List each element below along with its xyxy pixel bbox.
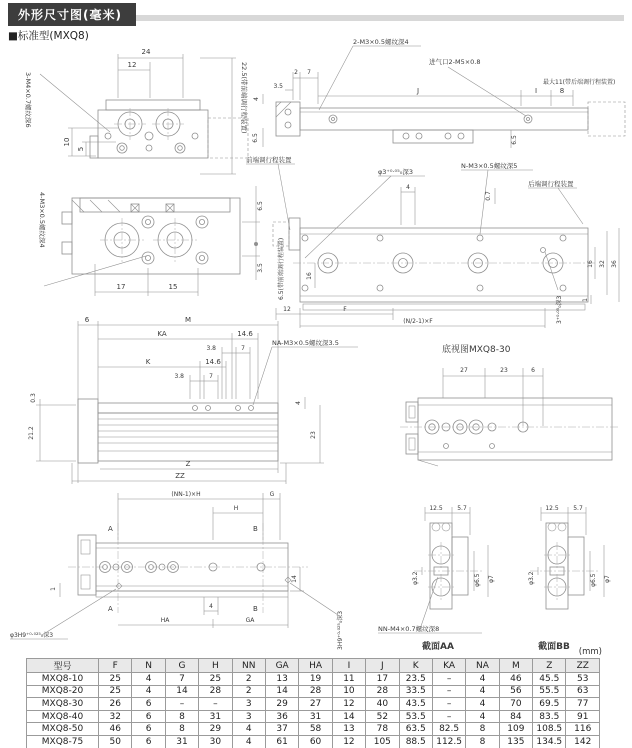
thread-note: NN-M4×0.7螺纹深8 [378,625,440,633]
dim-label: HA [160,617,170,624]
column-header: H [199,659,232,673]
dim-label: 23 [500,367,508,374]
value-cell: 27 [299,698,332,711]
value-cell: 4 [132,685,165,698]
dim-label: 5.7 [457,505,467,512]
value-cell: 70 [499,698,532,711]
column-header: J [366,659,399,673]
column-header: F [99,659,132,673]
dim-label: 6 [84,316,90,324]
section-bb [528,505,611,652]
model-cell: MXQ8-40 [27,710,99,723]
value-cell: 60 [299,735,332,748]
value-cell: 4 [466,673,499,686]
dim-label: 36 [611,260,618,268]
page-subtitle: ■标准型(MXQ8) [8,30,89,42]
dim-label: 16 [587,260,594,268]
dim-label: 1 [50,587,57,591]
section-mark: A [108,605,113,613]
value-cell: 12 [332,735,365,748]
height-note: 22.5(带前端调行程装置) [240,62,248,134]
dim-label: 3.5 [257,263,264,273]
dim-label: 3.8 [174,373,184,380]
value-cell: 52 [366,710,399,723]
table-row [27,710,600,723]
sections-drawing [350,493,632,653]
value-cell: 11 [332,673,365,686]
dim-label: J [416,87,420,95]
dim-label: φ3.2 [412,571,419,585]
value-cell: 14 [165,685,198,698]
value-cell: 58 [299,723,332,736]
value-cell: 83.5 [533,710,566,723]
dim-label: 15 [168,283,178,291]
column-header: Z [533,659,566,673]
column-header: NA [466,659,499,673]
value-cell: 109 [499,723,532,736]
value-cell: – [199,698,232,711]
dim-label: 4 [253,97,260,101]
value-cell: – [432,673,465,686]
section-mark: B [253,605,258,613]
section-mark: B [253,525,258,533]
plan-height-note: 6.5(带前端调行程装置) [278,237,285,300]
value-cell: 28 [199,685,232,698]
value-cell: – [432,698,465,711]
max-stroke-note: 最大11(带后端调行程装置) [543,79,616,86]
dim-label: 4 [406,184,410,191]
value-cell: 4 [466,698,499,711]
value-cell: 12 [332,698,365,711]
value-cell: 88.5 [399,735,432,748]
dim-label: 3.5 [273,83,283,90]
dim-label: 5 [77,146,85,152]
value-cell: 30 [199,735,232,748]
dim-label: 7 [241,345,245,352]
pin-hole-note: φ3⁺⁰·⁰⁵₀深3 [378,168,413,176]
value-cell: 6 [132,698,165,711]
value-cell: 50 [99,735,132,748]
air-port-note: 进气口2-M5×0.8 [429,58,481,66]
elevation-view-drawing [10,313,365,487]
value-cell: 3 [232,710,265,723]
column-header: K [399,659,432,673]
dim-label: 6.5 [511,135,518,145]
dim-label: (NN-1)×H [171,491,201,498]
dim-label: 3.8 [206,345,216,352]
table-row [27,723,600,736]
value-cell: 53 [566,673,600,686]
dim-label: F [343,306,347,313]
column-header: HA [299,659,332,673]
value-cell: 25 [199,673,232,686]
value-cell: 116 [566,723,600,736]
value-cell: 25 [99,685,132,698]
value-cell: 2 [232,685,265,698]
thread-note: N-M3×0.5螺纹深5 [461,162,518,170]
dim-label: 6.5 [257,201,264,211]
column-header: ZZ [566,659,600,673]
dim-label: 12 [283,306,291,313]
thread-note: 2-M3×0.5螺纹深4 [353,38,409,46]
front-adjuster-note: 前端调行程装置 [246,156,292,164]
value-cell: 6 [132,723,165,736]
value-cell: – [432,710,465,723]
dim-label: 17 [116,283,126,291]
value-cell: 32 [99,710,132,723]
table-row [27,685,600,698]
value-cell: 8 [466,723,499,736]
value-cell: 82.5 [432,723,465,736]
value-cell: 77 [566,698,600,711]
model-cell: MXQ8-10 [27,673,99,686]
top-left-end-view-drawing [10,40,278,180]
value-cell: 135 [499,735,532,748]
value-cell: 13 [265,673,298,686]
dim-label: φ6.5 [474,573,481,587]
column-header: KA [432,659,465,673]
value-cell: 28 [299,685,332,698]
value-cell: 37 [265,723,298,736]
value-cell: 29 [199,723,232,736]
dim-label: 4 [295,401,302,405]
column-header: N [132,659,165,673]
value-cell: 53.5 [399,710,432,723]
dim-label: 4 [209,603,213,610]
value-cell: 112.5 [432,735,465,748]
dim-label: 6.5 [252,133,259,143]
value-cell: 25 [99,673,132,686]
dim-label: 14 [291,575,298,583]
side-and-plan-view-drawing [243,32,632,332]
dim-label: Z [185,460,191,468]
value-cell: 29 [265,698,298,711]
value-cell: 4 [466,710,499,723]
column-header: I [332,659,365,673]
value-cell: 134.5 [533,735,566,748]
value-cell: 4 [232,735,265,748]
dim-label: H [233,505,239,512]
model-cell: MXQ8-30 [27,698,99,711]
table-body [27,673,600,748]
dim-label: 12.5 [545,505,559,512]
section-aa [378,505,495,652]
value-cell: 10 [332,685,365,698]
dim-label: 12.5 [429,505,443,512]
value-cell: 31 [165,735,198,748]
model-cell: MXQ8-20 [27,685,99,698]
value-cell: 4 [466,685,499,698]
value-cell: 14 [265,685,298,698]
table-header [27,659,600,673]
dim-label: 6 [531,367,535,374]
value-cell: 8 [165,723,198,736]
dim-label: 27 [460,367,468,374]
pin-hole-note: 3⁺⁰·⁰⁵₀深3 [556,295,563,324]
dim-label: K [145,358,151,366]
dim-label: 7 [209,373,213,380]
section-mark: A [108,525,113,533]
table-row [27,735,600,748]
section-caption: 截面BB [538,642,570,652]
value-cell: 84 [499,710,532,723]
dim-label: 14.6 [237,330,253,338]
dim-label: φ7 [604,575,611,583]
value-cell: 3 [232,698,265,711]
value-cell: 56 [499,685,532,698]
column-header: M [499,659,532,673]
value-cell: 2 [232,673,265,686]
value-cell: 43.5 [399,698,432,711]
value-cell: 28 [366,685,399,698]
dim-label: KA [157,330,167,338]
value-cell: 6 [132,710,165,723]
table-row [27,673,600,686]
dim-label: φ3.2 [528,571,535,585]
thread-note: 3-M4×0.7螺纹深6 [24,72,32,128]
value-cell: 105 [366,735,399,748]
dim-label: 16 [306,272,313,280]
value-cell: 142 [566,735,600,748]
view-title: 底视图MXQ8-30 [442,345,511,355]
column-header: G [165,659,198,673]
dim-label: 5.7 [573,505,583,512]
dim-label: ZZ [175,472,185,480]
dim-label: 10 [63,137,71,147]
dim-label: 14.6 [205,358,221,366]
column-header: 型号 [27,659,99,673]
value-cell: 61 [265,735,298,748]
value-cell: 13 [332,723,365,736]
column-header: NN [232,659,265,673]
value-cell: 78 [366,723,399,736]
dim-label: φ6.5 [590,573,597,587]
dim-label: 8 [559,87,565,95]
value-cell: 40 [366,698,399,711]
dim-label: I [534,87,538,95]
value-cell: 17 [366,673,399,686]
dim-label: 24 [141,48,151,56]
value-cell: 26 [99,698,132,711]
value-cell: 91 [566,710,600,723]
column-header: GA [265,659,298,673]
value-cell: 55.5 [533,685,566,698]
value-cell: 63 [566,685,600,698]
dim-label: 21.2 [28,426,35,440]
pitch-label: (N/2-1)×F [403,318,433,325]
value-cell: 46 [99,723,132,736]
value-cell: – [432,685,465,698]
unit-note: (mm) [578,647,602,657]
mid-left-end-view-drawing [10,168,280,312]
bottom-view-drawing [8,485,353,655]
value-cell: 63.5 [399,723,432,736]
pin-hole-note: φ3H9⁺⁰·⁰²⁵₀深3 [10,632,54,639]
value-cell: 6 [132,735,165,748]
value-cell: – [165,698,198,711]
value-cell: 4 [132,673,165,686]
dim-label: M [184,316,192,324]
value-cell: 31 [299,710,332,723]
model-cell: MXQ8-50 [27,723,99,736]
dim-label: G [269,491,275,498]
value-cell: 23.5 [399,673,432,686]
dim-label: 32 [599,260,606,268]
bottom-view-mxq830-drawing [380,338,632,482]
value-cell: 46 [499,673,532,686]
value-cell: 33.5 [399,685,432,698]
value-cell: 69.5 [533,698,566,711]
rear-adjuster-note: 后端调行程装置 [528,180,574,188]
model-cell: MXQ8-75 [27,735,99,748]
dim-label: 12 [127,61,137,69]
value-cell: 45.5 [533,673,566,686]
dim-label: 23 [310,431,317,439]
page-title: 外形尺寸图(毫米) [8,3,136,26]
value-cell: 108.5 [533,723,566,736]
value-cell: 7 [165,673,198,686]
value-cell: 4 [232,723,265,736]
value-cell: 36 [265,710,298,723]
dim-label: GA [245,617,255,624]
value-cell: 19 [299,673,332,686]
dimensions-table [26,658,600,748]
dim-label: 1 [582,298,589,302]
section-caption: 截面AA [422,642,454,652]
thread-note: 4-M3×0.5螺纹深4 [38,192,46,248]
table-row [27,698,600,711]
dim-label: 2 [294,69,298,76]
dimensions-table-wrap [26,658,600,748]
dim-label: 0.7 [485,191,492,201]
dim-label: φ7 [488,575,495,583]
value-cell: 8 [165,710,198,723]
pin-hole-note: 3H9⁺⁰·⁰²⁵₀深3 [337,610,344,650]
dim-label: 7 [307,69,311,76]
value-cell: 31 [199,710,232,723]
value-cell: 14 [332,710,365,723]
value-cell: 8 [466,735,499,748]
thread-note: NA-M3×0.5螺纹深3.5 [272,339,339,347]
dim-label: 0.3 [30,393,37,403]
